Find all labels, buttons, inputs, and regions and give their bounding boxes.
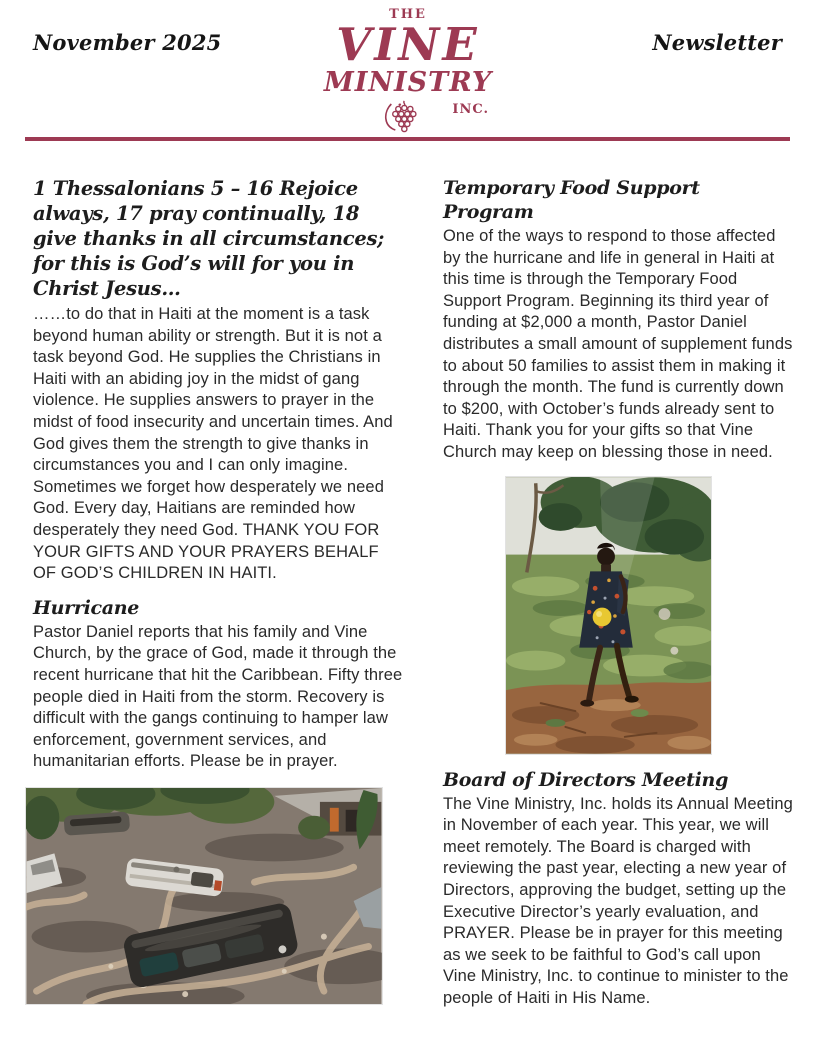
board-meeting-paragraph: The Vine Ministry, Inc. holds its Annual Meeting in November of each year. This year, we will meet remotely. The Board is charged with reviewing the past year, electing a new year of Directors, approving the budget, setting up the Executive Director’s yearly evaluation, and PRAYER. Please be in prayer for this meeting as we seek to be faithful to God’s call upon Vine Ministry, Inc. to continue to minister to the people of Haiti in His Name. [443,794,793,1007]
food-program-paragraph: One of the ways to respond to those affected by the hurricane and life in general in Haiti at this time is through the Temporary Food Support Program. Beginning its third year of funding at $2,000 a month, Pastor Daniel distributes a small amount of supplement funds to about 50 families to assist them in making it through the month. The fund is currently down to $200, with October’s funds already sent to Haiti. Thank you for your gifts so that Vine Church may keep on blessing those in need. [443,227,793,461]
board-meeting-heading: Board of Directors Meeting [443,768,729,791]
hurricane-flood-photo [25,787,383,1005]
logo-word-vine: VINE [336,18,480,71]
doc-type-label: Newsletter [652,30,782,55]
logo-word-ministry: MINISTRY [323,67,493,98]
header-divider-rule [25,137,790,141]
scripture-paragraph: ……to do that in Haiti at the moment is a task beyond human ability or strength. But it is not a task beyond God. He supplies the Christians in Haiti with an abiding joy in the midst of gang violence. He supplies answers to prayer in the midst of food insecurity and uncertain times. And God gives them the strength to give thanks in circumstances you and I can only imagine. Sometimes we forget how desperately we need God. Every day, Haitians are reminded how desperately they need God. THANK YOU FOR YOUR GIFTS AND YOUR PRAYERS BEHALF OF GOD’S CHILDREN IN HAITI. [33,305,393,583]
issue-date: November 2025 [33,30,222,55]
logo-word-the: THE [389,7,427,22]
grape-cluster-icon [381,100,427,134]
left-column [33,176,405,1005]
food-program-heading: Temporary Food Support Program [443,177,700,223]
vine-ministry-logo [313,8,503,130]
right-column [443,176,793,1009]
scripture-heading: 1 Thessalonians 5 – 16 Rejoice always, 17 pray continually, 18 give thanks in all circumstances; for this is God’s will for you in Christ Jesus… [33,177,385,300]
hurricane-paragraph: Pastor Daniel reports that his family and Vine Church, by the grace of God, made it through the recent hurricane that hit the Caribbean. Fifty three people died in Haiti from the storm. Recovery is difficult with the gangs continuing to hamper law enforcement, government services, and humanitarian efforts. Please be in prayer. [33,622,403,771]
logo-word-inc: INC. [452,102,489,117]
child-in-field-photo [505,476,712,755]
hurricane-heading: Hurricane [33,596,140,619]
